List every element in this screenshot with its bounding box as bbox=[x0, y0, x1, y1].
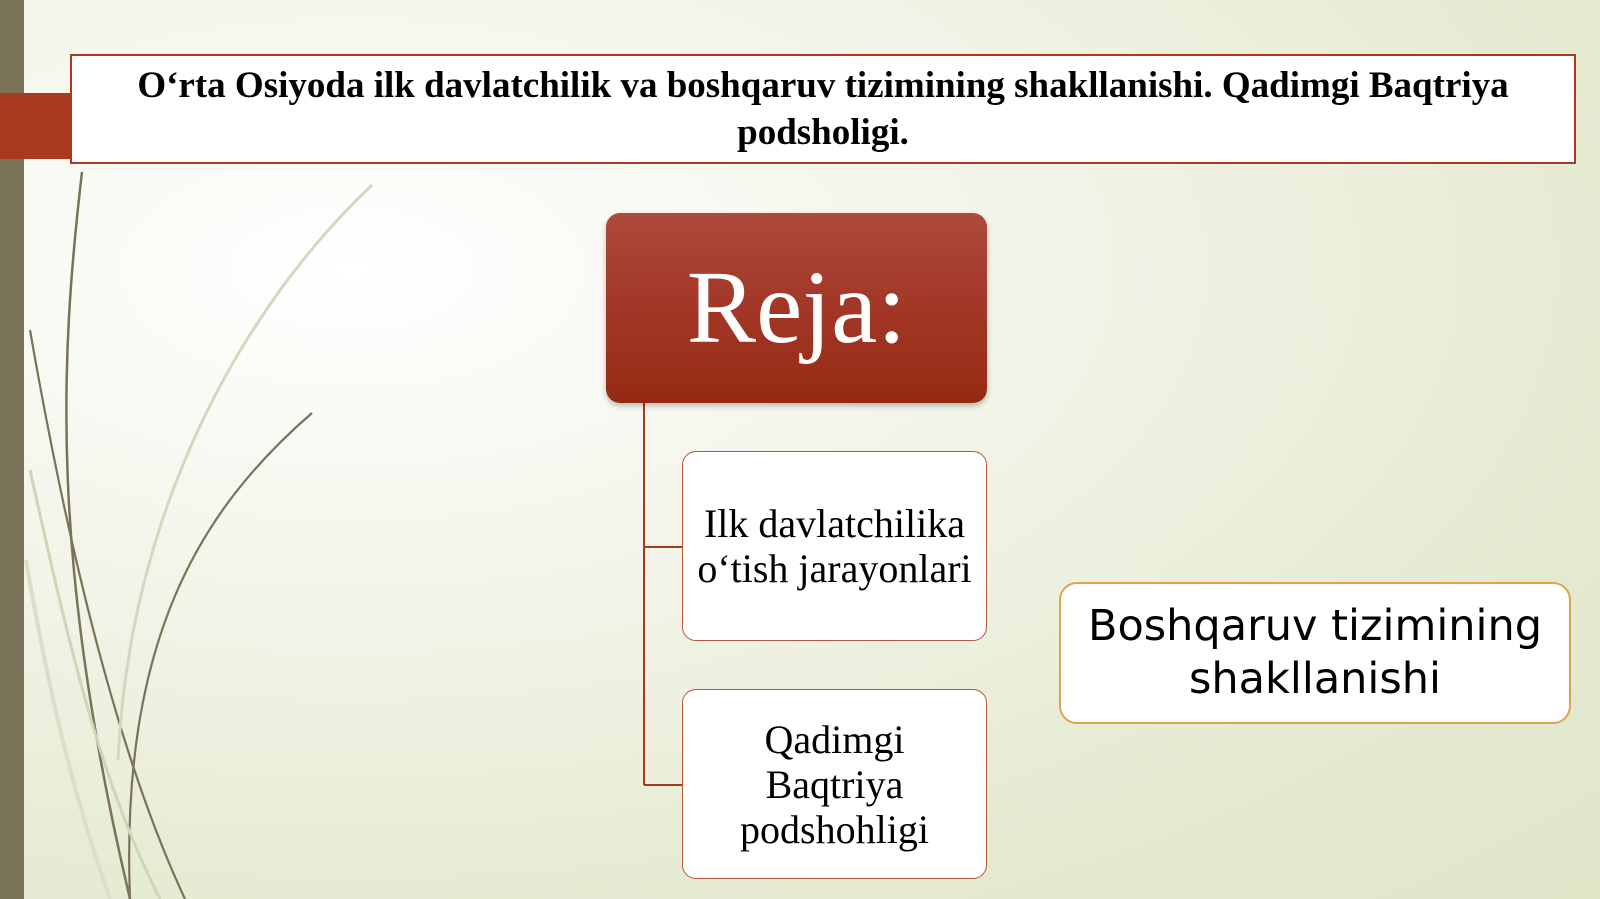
plan-item-2-label: Qadimgi Baqtriya podshohligi bbox=[740, 716, 929, 852]
plan-item-2 bbox=[682, 689, 987, 879]
reja-root-box bbox=[606, 213, 987, 403]
tree-connector bbox=[0, 0, 700, 899]
plan-item-1 bbox=[682, 451, 987, 641]
side-topic-label: Boshqaruv tizimining shakllanishi bbox=[1087, 601, 1543, 704]
page-title: O‘rta Osiyoda ilk davlatchilik va boshqaruv tizimining shakllanishi. Qadimgi Baqtriya podsholigi. bbox=[137, 65, 1509, 153]
plan-item-1-label: Ilk davlatchilika o‘tish jarayonlari bbox=[697, 501, 972, 591]
side-topic-box bbox=[1059, 582, 1571, 724]
reja-label: Reja: bbox=[686, 250, 907, 365]
